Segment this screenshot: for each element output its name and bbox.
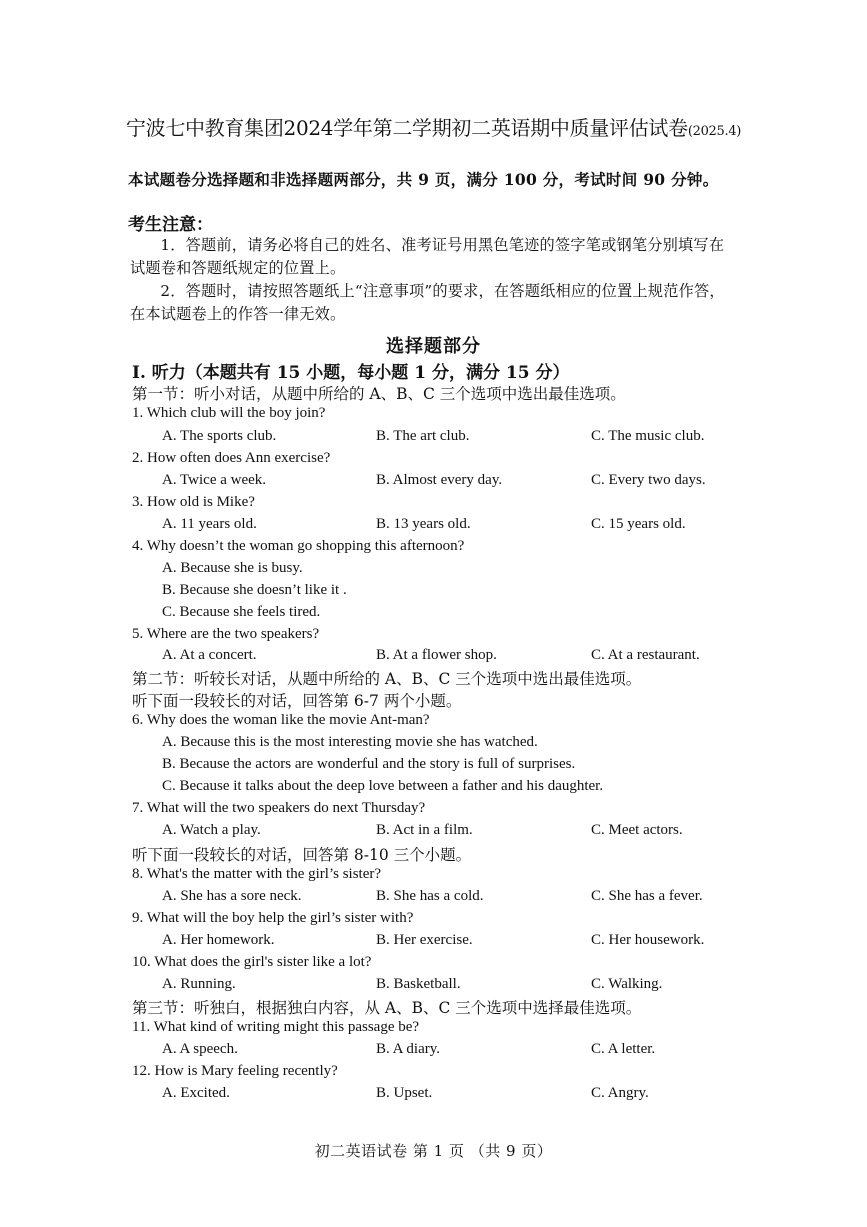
option-10a: A. Running.	[162, 976, 236, 992]
question-7: 7. What will the two speakers do next Thursday?	[132, 800, 426, 816]
question-5: 5. Where are the two speakers?	[132, 626, 320, 642]
option-5b: B. At a flower shop.	[376, 647, 497, 663]
question-4: 4. Why doesn’t the woman go shopping this afternoon?	[132, 538, 465, 554]
option-6c: C. Because it talks about the deep love between a father and his daughter.	[162, 778, 604, 794]
option-6b: B. Because the actors are wonderful and the story is full of surprises.	[162, 756, 576, 772]
option-2c: C. Every two days.	[591, 472, 706, 488]
option-5a: A. At a concert.	[162, 647, 257, 663]
exam-title-text: 宁波七中教育集团2024学年第二学期初二英语期中质量评估试卷	[125, 116, 688, 140]
option-4c: C. Because she feels tired.	[162, 604, 321, 620]
option-8b: B. She has a cold.	[376, 888, 484, 904]
option-10b: B. Basketball.	[376, 976, 461, 992]
exam-date: (2025.4)	[687, 124, 742, 139]
option-7b: B. Act in a film.	[376, 822, 473, 838]
page-footer: 初二英语试卷 第 1 页 （共 9 页）	[314, 1142, 553, 1160]
question-2: 2. How often does Ann exercise?	[132, 450, 331, 466]
option-8a: A. She has a sore neck.	[162, 888, 302, 904]
option-9a: A. Her homework.	[162, 932, 275, 948]
option-7c: C. Meet actors.	[591, 822, 683, 838]
option-12b: B. Upset.	[376, 1085, 433, 1101]
option-4a: A. Because she is busy.	[162, 560, 303, 576]
option-11a: A. A speech.	[162, 1041, 238, 1057]
question-11: 11. What kind of writing might this passage be?	[132, 1019, 420, 1035]
section-2-subinstruction-2: 听下面一段较长的对话，回答第 8-10 三个小题。	[132, 846, 472, 864]
option-2a: A. Twice a week.	[162, 472, 267, 488]
option-3c: C. 15 years old.	[591, 516, 686, 532]
option-9b: B. Her exercise.	[376, 932, 473, 948]
notice-item-2: 2．答题时，请按照答题纸上“注意事项”的要求，在答题纸相应的位置上规范作答，在本试题卷上的作答一律无效。	[130, 282, 725, 323]
section-2-subinstruction-1: 听下面一段较长的对话，回答第 6-7 两个小题。	[132, 692, 462, 710]
question-3: 3. How old is Mike?	[132, 494, 255, 510]
option-8c: C. She has a fever.	[591, 888, 703, 904]
option-12c: C. Angry.	[591, 1085, 649, 1101]
question-1: 1. Which club will the boy join?	[132, 405, 326, 421]
option-1a: A. The sports club.	[162, 428, 277, 444]
notice-item-1: 1．答题前，请务必将自己的姓名、准考证号用黑色笔迹的签字笔或钢笔分别填写在试题卷和答题纸规定的位置上。	[130, 236, 725, 277]
option-5c: C. At a restaurant.	[591, 647, 700, 663]
option-6a: A. Because this is the most interesting movie she has watched.	[162, 734, 538, 750]
question-12: 12. How is Mary feeling recently?	[132, 1063, 338, 1079]
option-2b: B. Almost every day.	[376, 472, 503, 488]
option-11b: B. A diary.	[376, 1041, 441, 1057]
section-instruction-2: 第二节：听较长对话，从题中所给的 A、B、C 三个选项中选出最佳选项。	[132, 670, 642, 688]
option-12a: A. Excited.	[162, 1085, 230, 1101]
notice-heading: 考生注意：	[128, 215, 213, 235]
option-1b: B. The art club.	[376, 428, 470, 444]
part-title: I. 听力（本题共有 15 小题，每小题 1 分，满分 15 分）	[132, 363, 570, 383]
question-6: 6. Why does the woman like the movie Ant-man?	[132, 712, 430, 728]
section-title: 选择题部分	[386, 336, 481, 357]
question-10: 10. What does the girl's sister like a lot?	[132, 954, 372, 970]
option-4b: B. Because she doesn’t like it .	[162, 582, 347, 598]
option-3a: A. 11 years old.	[162, 516, 257, 532]
question-9: 9. What will the boy help the girl’s sister with?	[132, 910, 414, 926]
question-8: 8. What's the matter with the girl’s sister?	[132, 866, 382, 882]
option-11c: C. A letter.	[591, 1041, 656, 1057]
option-10c: C. Walking.	[591, 976, 663, 992]
option-1c: C. The music club.	[591, 428, 705, 444]
option-7a: A. Watch a play.	[162, 822, 261, 838]
section-instruction-1: 第一节：听小对话，从题中所给的 A、B、C 三个选项中选出最佳选项。	[132, 385, 626, 403]
exam-intro: 本试题卷分选择题和非选择题两部分，共 9 页，满分 100 分，考试时间 90 分钟。	[128, 170, 719, 189]
section-instruction-3: 第三节：听独白，根据独白内容，从 A、B、C 三个选项中选择最佳选项。	[132, 999, 642, 1017]
exam-title	[0, 112, 867, 141]
option-3b: B. 13 years old.	[376, 516, 471, 532]
option-9c: C. Her housework.	[591, 932, 705, 948]
